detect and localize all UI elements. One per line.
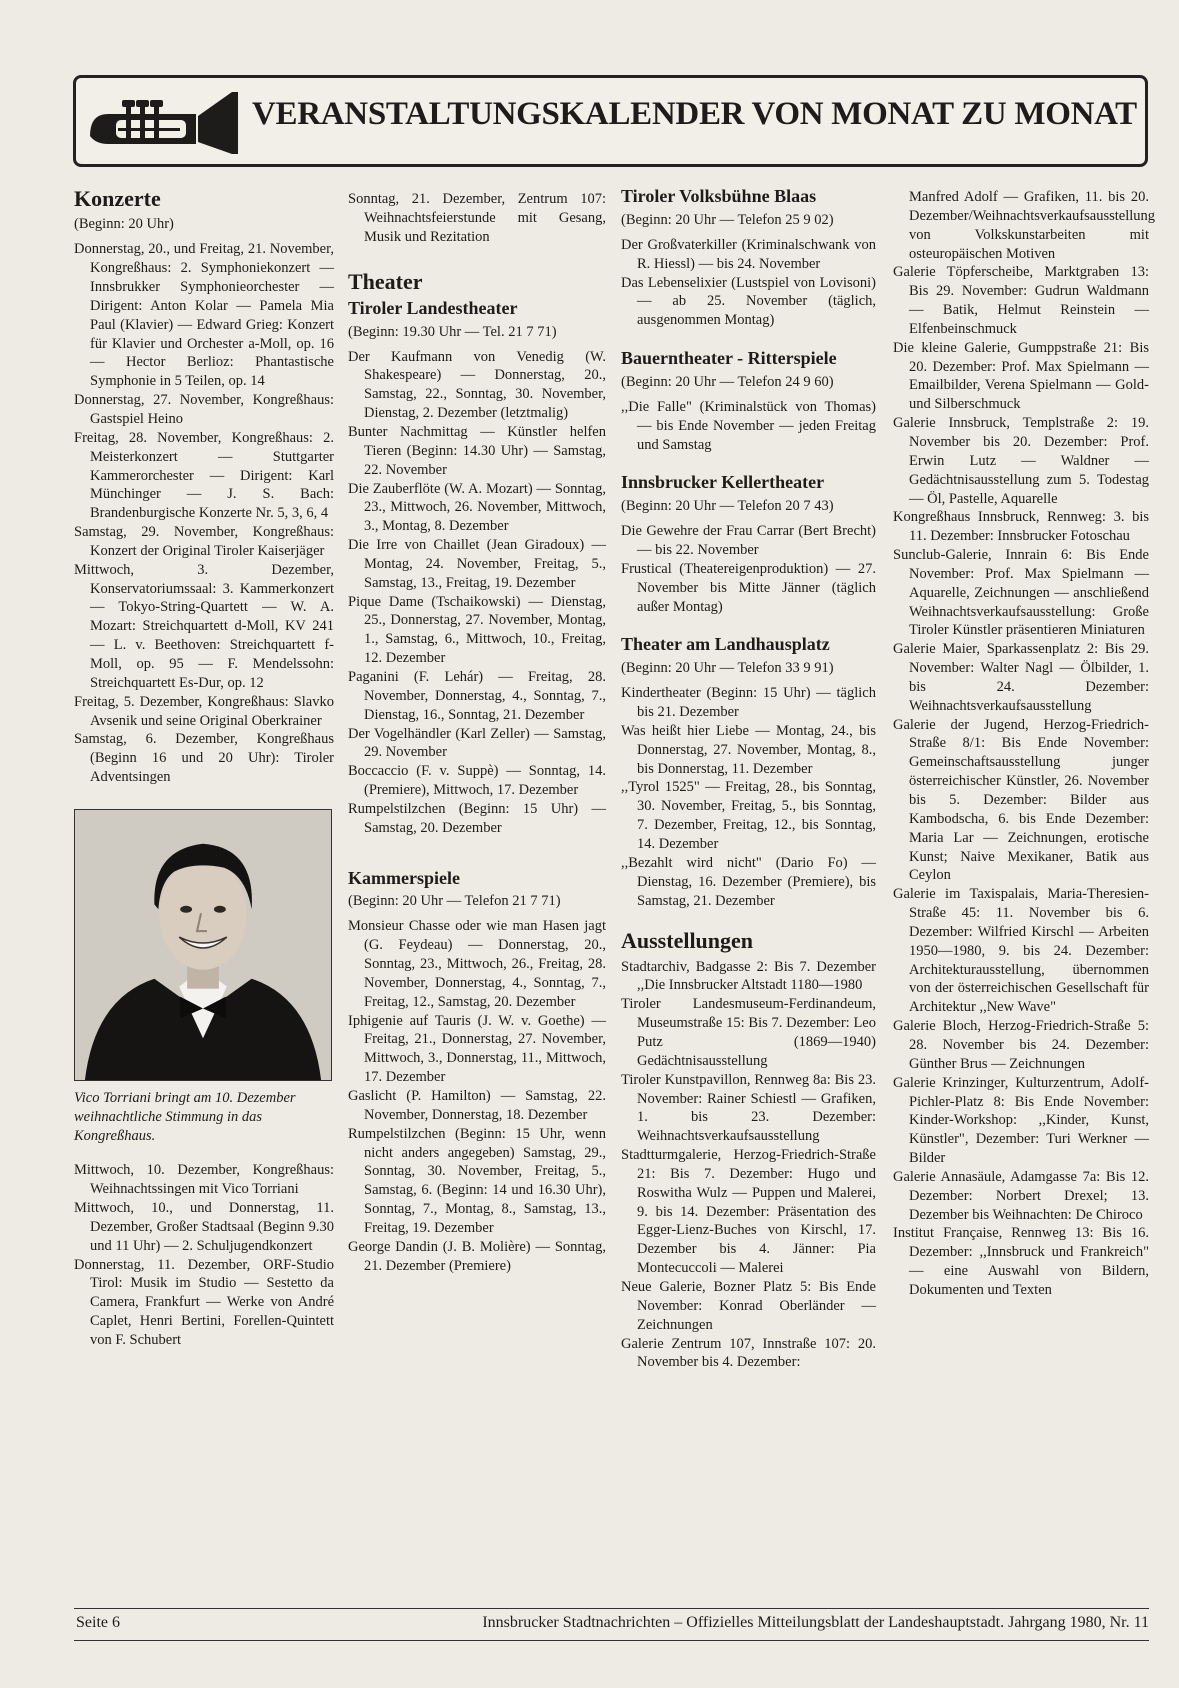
publication-line: Innsbrucker Stadtnachrichten – Offizielles Mitteilungsblatt der Landeshauptstadt. Jahrgang 1980, Nr. 11: [482, 1614, 1149, 1631]
event-entry: Bunter Nachmittag — Künstler helfen Tieren (Beginn: 14.30 Uhr) — Samstag, 22. November: [348, 424, 606, 478]
venue-title-volksbuehne: Tiroler Volksbühne Blaas: [621, 186, 817, 206]
venue-note-kammerspiele: (Beginn: 20 Uhr — Telefon 21 7 71): [348, 893, 561, 910]
exhibition-entry: Tiroler Landesmuseum-Ferdinandeum, Museumstraße 15: Bis 7. Dezember: Leo Putz (1869—1940) Gedächtnisausstellung: [621, 996, 876, 1069]
konzerte-list-a: [74, 240, 334, 786]
event-entry: Mittwoch, 10. Dezember, Kongreßhaus: Weihnachtssingen mit Vico Torriani: [74, 1162, 334, 1198]
section-heading-konzerte: Konzerte: [74, 186, 161, 211]
exhibition-entry: Galerie Maier, Sparkassenplatz 2: Bis 29. November: Walter Nagl — Ölbilder, 1. bis 24. Dezember: Weihnachtsverkaufsausstellung: [893, 641, 1149, 714]
exhibition-entry: Galerie im Taxispalais, Maria-Theresien-Straße 45: 11. November bis 6. Dezember: Wilfried Kirschl — Arbeiten 1950—1980, 9. bis 24. Dezember: Architekturausstellung, übernommen von der österreichischen Gesellschaft für Architektur ,,New Wave": [893, 886, 1149, 1016]
exhibition-entry-continued: Manfred Adolf — Grafiken, 11. bis 20. Dezember/Weihnachtsverkaufsausstellung von Volkskunstarbeiten mit osteuropäischen Motiven: [909, 189, 1156, 262]
exhibition-entry: Institut Française, Rennweg 13: Bis 16. Dezember: ,,Innsbruck und Frankreich" — eine Auswahl von Bildern, Dokumenten und Texten: [893, 1225, 1149, 1298]
event-entry: Donnerstag, 27. November, Kongreßhaus: Gastspiel Heino: [74, 392, 334, 428]
venue-title-kammerspiele: Kammerspiele: [348, 867, 460, 888]
event-entry: ,,Tyrol 1525" — Freitag, 28., bis Sonntag, 30. November, Freitag, 5., bis Sonntag, 7. Dezember, Freitag, 12., bis Sonntag, 14. Dezember: [621, 779, 876, 852]
venue-title-kellertheater: Innsbrucker Kellertheater: [621, 472, 825, 493]
event-entry: Boccaccio (F. v. Suppè) — Sonntag, 14. (Premiere), Mittwoch, 17. Dezember: [348, 763, 606, 799]
ausstellungen-list-b: [893, 263, 1149, 1299]
venue-note-bauerntheater: (Beginn: 20 Uhr — Telefon 24 9 60): [621, 373, 834, 390]
event-entry: Freitag, 28. November, Kongreßhaus: 2. Meisterkonzert — Stuttgarter Kammerorchester — Dirigent: Karl Münchinger — J. S. Bach: Brandenburgische Konzerte Nr. 5, 3, 6, 4: [74, 429, 334, 522]
calendar-banner: [73, 75, 1148, 167]
ausstellungen-list-a: [621, 958, 876, 1373]
event-entry: Donnerstag, 20., und Freitag, 21. November, Kongreßhaus: 2. Symphoniekonzert — Innsbrukker Symphonieorchester — Dirigent: Anton Kolar — Pamela Mia Paul (Klavier) — Edward Grieg: Konzert für Klavier und Orchester a-Moll, op. 16 — Hector Berlioz: Phantastische Symphonie in 5 Teilen, op. 14: [74, 241, 334, 390]
event-entry: Mittwoch, 10., und Donnerstag, 11. Dezember, Großer Stadtsaal (Beginn 9.30 und 11 Uhr) — 2. Schuljugendkonzert: [74, 1200, 334, 1254]
venue-note-kellertheater: (Beginn: 20 Uhr — Telefon 20 7 43): [621, 498, 834, 515]
konzerte-start-note: (Beginn: 20 Uhr): [74, 216, 174, 233]
event-entry: Gaslicht (P. Hamilton) — Samstag, 22. November, Donnerstag, 18. Dezember: [348, 1087, 606, 1123]
exhibition-entry: Stadtarchiv, Badgasse 2: Bis 7. Dezember ,,Die Innsbrucker Altstadt 1180—1980: [621, 958, 876, 994]
section-heading-theater: Theater: [348, 268, 423, 294]
event-entry: Der Großvaterkiller (Kriminalschwank von R. Hiessl) — bis 24. November: [621, 236, 876, 272]
event-entry: ,,Die Falle" (Kriminalstück von Thomas) — bis Ende November — jeden Freitag und Samstag: [621, 398, 876, 453]
photo-caption: Vico Torriani bringt am 10. Dezember weihnachtliche Stimmung in das Kongreßhaus.: [74, 1089, 296, 1144]
venue-title-landestheater: Tiroler Landestheater: [348, 297, 518, 318]
event-entry: George Dandin (J. B. Molière) — Sonntag, 21. Dezember (Premiere): [348, 1238, 606, 1274]
venue-note-landhausplatz: (Beginn: 20 Uhr — Telefon 33 9 91): [621, 660, 834, 677]
column-2: [348, 190, 606, 1275]
event-entry: Samstag, 29. November, Kongreßhaus: Konzert der Original Tiroler Kaiserjäger: [74, 524, 334, 559]
exhibition-entry: Die kleine Galerie, Gumppstraße 21: Bis 20. Dezember: Prof. Max Spielmann — Emailbilder, Verena Spielmann — Gold- und Silberschmuck: [893, 339, 1149, 413]
column-1: [74, 186, 334, 1350]
event-entry: Rumpelstilzchen (Beginn: 15 Uhr, wenn nicht anders angegeben) Samstag, 29., Sonntag, 30. November, Freitag, 5., Samstag, 6. (Beginn: 14 und 16.30 Uhr), Sonntag, 7., Montag, 8., Samstag, 13., Freitag, 19. Dezember: [348, 1125, 606, 1236]
venue-title-bauerntheater: Bauerntheater - Ritterspiele: [621, 348, 837, 369]
venue-title-landhausplatz: Theater am Landhausplatz: [621, 634, 830, 655]
exhibition-entry: Galerie Zentrum 107, Innstraße 107: 20. November bis 4. Dezember:: [621, 1335, 876, 1371]
event-entry: Die Gewehre der Frau Carrar (Bert Brecht) — bis 22. November: [621, 523, 876, 559]
event-entry: Pique Dame (Tschaikowski) — Dienstag, 25., Donnerstag, 27. November, Montag, 1., Samstag, 6., Mittwoch, 10., Freitag, 12. Dezember: [348, 593, 606, 667]
venue-note-landestheater: (Beginn: 19.30 Uhr — Tel. 21 7 71): [348, 323, 557, 340]
trumpet-icon: [86, 86, 241, 156]
event-entry: Der Kaufmann von Venedig (W. Shakespeare) — Donnerstag, 20., Samstag, 22., Sonntag, 30. November, Dienstag, 2. Dezember (letztmalig): [348, 348, 606, 422]
event-entry: Was heißt hier Liebe — Montag, 24., bis Donnerstag, 27. November, Montag, 8., bis Donnerstag, 11. Dezember: [621, 722, 876, 777]
event-entry: Frustical (Theatereigenproduktion) — 27. November bis Mitte Jänner (täglich außer Montag): [621, 560, 876, 615]
event-entry: Die Zauberflöte (W. A. Mozart) — Sonntag, 23., Mittwoch, 26. November, Mittwoch, 3., Montag, 8. Dezember: [348, 480, 606, 535]
event-entry: Samstag, 6. Dezember, Kongreßhaus (Beginn 16 und 20 Uhr): Tiroler Adventsingen: [74, 731, 334, 786]
portrait-photo: [74, 809, 332, 1081]
exhibition-entry: Kongreßhaus Innsbruck, Rennweg: 3. bis 11. Dezember: Innsbrucker Fotoschau: [893, 509, 1149, 545]
portrait-illustration: [75, 810, 331, 1080]
event-entry: ,,Bezahlt wird nicht" (Dario Fo) — Dienstag, 16. Dezember (Premiere), bis Samstag, 21. Dezember: [621, 854, 876, 909]
footer-rule-top: [74, 1608, 1149, 1609]
exhibition-entry: Stadtturmgalerie, Herzog-Friedrich-Straße 21: Bis 7. Dezember: Hugo und Roswitha Wulz — Puppen und Malerei, 9. bis 14. Dezember: Präsentation des Egger-Lienz-Buches von Kirschl, 17. Dezember bis 4. Jänner: Pia Montecuccoli — Malerei: [621, 1147, 876, 1277]
exhibition-entry: Galerie der Jugend, Herzog-Friedrich-Straße 8/1: Bis Ende November: Gemeinschaftsausstellung junger österreichischer Künstler, 26. November bis 5. Dezember: Bilder aus Kambodscha, 6. bis Ende Dezember: Maria Lar — Zeichnungen, erotische Kunst; Naive Mexikaner, Batik aus Ceylon: [893, 716, 1149, 884]
footer-rule-bottom: [74, 1640, 1149, 1641]
banner-title: VERANSTALTUNGSKALENDER VON MONAT ZU MONAT: [252, 96, 1137, 132]
event-entry: Das Lebenselixier (Lustspiel von Lovisoni) — ab 25. November (täglich, ausgenommen Montag): [621, 274, 876, 329]
event-entry: Mittwoch, 3. Dezember, Konservatoriumssaal: 3. Kammerkonzert — Tokyo-String-Quartett — W. A. Mozart: Streichquartett d-Moll, KV 241 — L. v. Beethoven: Streichquartett f-Moll, op. 95 — F. Mendelssohn: Streichquartett Es-Dur, op. 12: [74, 561, 334, 691]
event-entry: Paganini (F. Lehár) — Freitag, 28. November, Donnerstag, 4., Sonntag, 7., Dienstag, 16., Sonntag, 21. Dezember: [348, 668, 606, 723]
column-3: [621, 186, 876, 1372]
event-entry: Iphigenie auf Tauris (J. W. v. Goethe) — Freitag, 21., Donnerstag, 27. November, Mittwoch, 3., Donnerstag, 11., Mittwoch, 17. Dezember: [348, 1012, 606, 1086]
event-entry: Donnerstag, 11. Dezember, ORF-Studio Tirol: Musik im Studio — Sestetto da Camera, Frankfurt — Werke von André Caplet, Henri Bertini, Forellen-Quintett von F. Schubert: [74, 1256, 334, 1349]
landestheater-list: [348, 348, 606, 838]
event-entry: Die Irre von Chaillet (Jean Giradoux) — Montag, 24. November, Freitag, 5., Samstag, 13., Freitag, 19. Dezember: [348, 537, 606, 591]
event-entry: Sonntag, 21. Dezember, Zentrum 107: Weihnachtsfeierstunde mit Gesang, Musik und Rezitation: [348, 191, 606, 245]
event-entry: Freitag, 5. Dezember, Kongreßhaus: Slavko Avsenik und seine Original Oberkrainer: [74, 693, 334, 729]
exhibition-entry: Neue Galerie, Bozner Platz 5: Bis Ende November: Konrad Oberländer — Zeichnungen: [621, 1278, 876, 1333]
venue-note-volksbuehne: (Beginn: 20 Uhr — Telefon 25 9 02): [621, 211, 834, 228]
exhibition-entry: Galerie Innsbruck, Templstraße 2: 19. November bis 20. Dezember: Prof. Erwin Lutz — Waldner — Gedächtnisausstellung zum 5. Todestag — Öl, Pastelle, Aquarelle: [893, 415, 1149, 507]
page-number: Seite 6: [76, 1614, 120, 1631]
exhibition-entry: Sunclub-Galerie, Innrain 6: Bis Ende November: Prof. Max Spielmann — Aquarelle, Zeichnungen — anschließend Weihnachtsverkaufsausstellung: Große Tiroler Künstler präsentieren Miniaturen: [893, 547, 1149, 639]
event-entry: Der Vogelhändler (Karl Zeller) — Samstag, 29. November: [348, 725, 606, 761]
konzerte-list-b: [74, 1161, 334, 1349]
exhibition-entry: Galerie Bloch, Herzog-Friedrich-Straße 5: 28. November bis 24. Dezember: Günther Brus — Zeichnungen: [893, 1018, 1149, 1072]
exhibition-entry: Galerie Krinzinger, Kulturzentrum, Adolf-Pichler-Platz 8: Bis Ende November: Kinder-Workshop: ,,Kinder, Kunst, Künstler", Dezember: Turi Werkner — Bilder: [893, 1074, 1149, 1167]
column-4: [893, 188, 1156, 1300]
kammerspiele-list: [348, 917, 606, 1275]
event-entry: Rumpelstilzchen (Beginn: 15 Uhr) — Samstag, 20. Dezember: [348, 800, 606, 836]
exhibition-entry: Galerie Annasäule, Adamgasse 7a: Bis 12. Dezember: Norbert Drexel; 13. Dezember bis Weihnachten: De Chiroco: [893, 1168, 1149, 1223]
event-entry: Kindertheater (Beginn: 15 Uhr) — täglich bis 21. Dezember: [621, 685, 876, 721]
section-heading-ausstellungen: Ausstellungen: [621, 928, 754, 954]
event-entry: Monsieur Chasse oder wie man Hasen jagt (G. Feydeau) — Donnerstag, 20., Sonntag, 23., Mittwoch, 26., Freitag, 28. November, Donnerstag, 4., Sonntag, 7., Freitag, 12., Samstag, 20. Dezember: [348, 918, 606, 1010]
exhibition-entry: Galerie Töpferscheibe, Marktgraben 13: Bis 29. November: Gudrun Waldmann — Batik, Helmut Reinstein — Elfenbeinschmuck: [893, 264, 1149, 337]
exhibition-entry: Tiroler Kunstpavillon, Rennweg 8a: Bis 23. November: Rainer Schiestl — Grafiken, 1. bis 23. Dezember: Weihnachtsverkaufsausstellung: [621, 1071, 876, 1145]
